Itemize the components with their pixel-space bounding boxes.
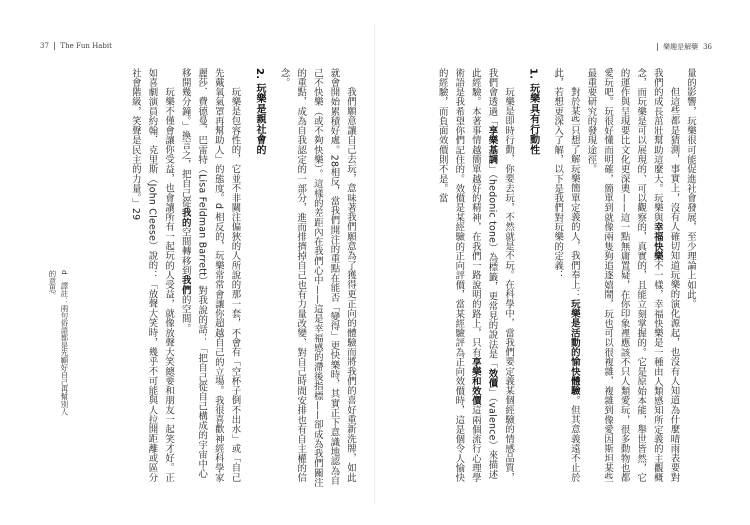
paragraph: 量的影響，玩樂很可能促進社會發展，至少理論上如此。 [685,68,696,309]
paragraph: 但這些都是猜測，事實上，沒有人確切知道玩樂的演化源起，也沒有人知道為什麼晴雨表要對我們的成長茁壯幫助這麼大。玩樂與幸福快樂不一樣，幸福快樂是一種由人類感知所定義的主觀概念，而玩樂是可以展現的、可以觀察的，真實的，且能立刻掌握的。它是原始本能，舉世皆然，它的運作與呈現要比文化更深奧——這一點無庸置疑，在你印象裡應該不只人類愛玩，很多動物也都愛玩吧。玩很好懂而明確，簡單到就像兩隻狗追逐嬉鬧，玩也可以很複雜，複雜到像愛因斯坦某些最重要研究的發現途徑。 [585,68,680,483]
paragraph: 我們願意讓自己去玩，意味著我們願意為了獲得更正向的體驗而將我們的喜好重新洗牌，如此就會開始累積好處。28相反，當我們開注的重點在能否「變得」更快樂時，其實正下意識地認為自己不快樂（或不夠快樂）。這樣的差距內在我們心中——這是幸福感的滯後指標——卻成為我們關注的重點，成為自我認定的一部分，進而排擠掉自己也有力量改變、對自己時間安排也有自主權的信念。 [278,68,356,488]
right-page-body [392,68,698,488]
footnote: d 譯註：兩句俗語都是先顧好自己再幫別人的意思。 [48,270,69,416]
paragraph: 玩樂不僅會讓你受益，也會讓所有一起玩的人受益，就像放聲大笑總要和朋友一起笑才好。正如喜劇演員約翰．克里斯（John Cleese）說的：「放聲大笑時，幾乎不可能與人拉開距離或區分社會階級，笑聲是民主的力量。」29 [129,68,175,483]
left-book-title: The Fun Habit [60,42,112,50]
emphasis: 我的 [179,207,191,228]
emphasis: 玩樂是活動的愉快體驗 [568,298,580,396]
section-heading: 2. 玩樂是親社會的 [254,68,266,155]
paragraph: 對於某些只想了解玩樂簡單定義的人，我們奉上：玩樂是活動的愉快體驗。但其意義遠不止於此，若想更深入了解，以下是我們對玩樂的定義： [552,68,580,483]
emphasis: 享樂基調 [486,125,498,165]
emphasis: 我們 [179,275,191,295]
page-gutter [374,24,375,504]
emphasis: 幸福快樂 [651,222,663,261]
right-page-number: 36 [703,43,712,51]
running-head-right [657,42,712,52]
running-head-divider [54,42,56,50]
running-head-left [40,42,112,50]
paragraph: 玩樂是即時行動，你要去玩，不然就是不玩。在科學中，當我們要定義某個經驗的情感品質，我們會透過「享樂基調」（hedonic tone）為標籤，更常見的說法是「效價」（valence）來描述此經驗。本著事情越簡單越好的精神，在我們一路說明的路上，只有享樂和效價這兩個流行心理學術語是我希望你們記住的。效價是某經驗的正向評價，當某經驗評為正向效價時，這是個令人愉快的經驗，而負面效價則不是。當 [436,68,515,483]
left-page-body [58,68,358,488]
emphasis: 享樂和效價 [469,357,481,406]
running-head-divider [657,43,659,51]
section-heading: 1. 玩樂具有行動性 [527,68,539,155]
right-chapter-title: 樂趣是解藥 [663,43,699,51]
left-page-number: 37 [40,42,49,50]
paragraph: 玩樂是包容性的，它並不非關注偏狹的人所說的那一套，不會有「空杯子倒不出水」或「自己先戴氧氣罩再幫助人」的態度。d 相反的，玩樂常常會讓你超越自己的立場。我很喜歡神經科學家麗莎．費德曼．巴雷特（Lisa Feldman Barrett）對我說的話：「把自己從自己構成的宇宙中心移開幾分鐘。」換言之，把自己從我的空間轉移到我們的空間。 [179,68,241,483]
emphasis: 效價 [486,368,498,388]
